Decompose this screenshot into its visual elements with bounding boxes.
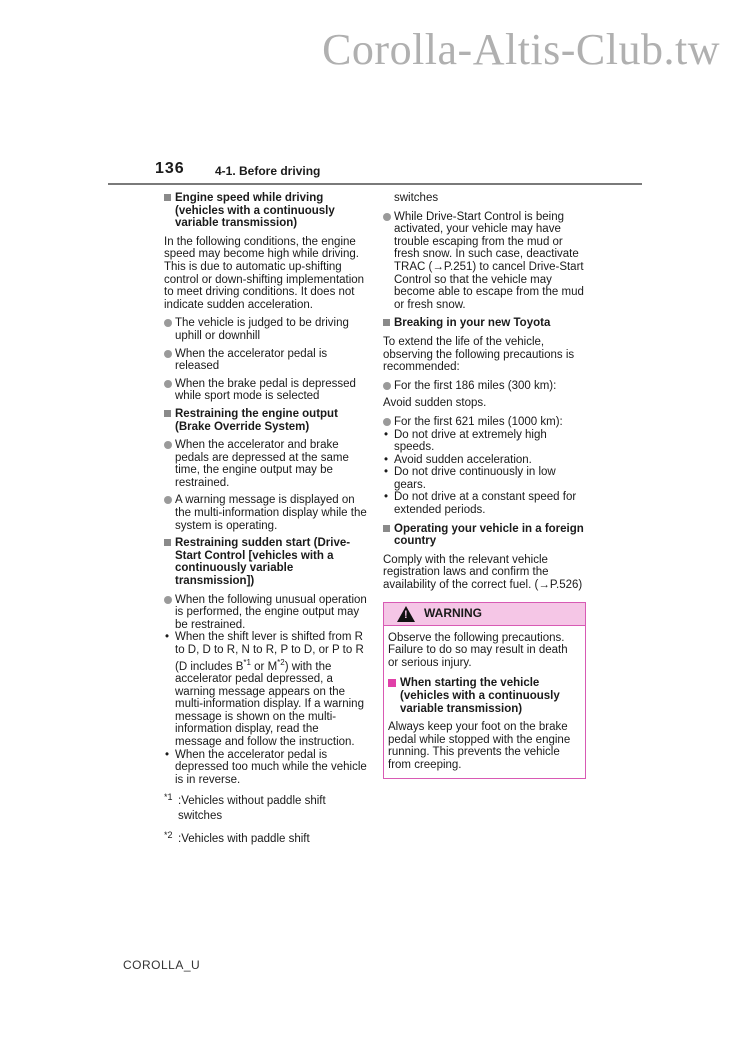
footnote-mark: *2 (277, 657, 285, 667)
heading-breaking-in: Breaking in your new Toyota (383, 317, 586, 330)
footnote-text: :Vehicles without paddle shift switches (178, 795, 326, 823)
warning-text: Failure to do so may result in death or serious injury. (388, 644, 568, 669)
section-title: 4-1. Before driving (215, 164, 321, 178)
paragraph: To extend the life of the vehicle, observing the following precautions is recommended: (383, 335, 575, 374)
dot-item: While Drive-Start Control is being activated, your vehicle may have trouble escaping from the mud or fresh snow. In such case, deactivate TRAC (→P.251) to cancel Drive-Start Control so that the vehicle may become able to escape from the mud or fresh snow. (383, 211, 586, 312)
dot-item: For the first 621 miles (1000 km): (383, 416, 586, 429)
bullet-item (164, 631, 368, 748)
left-column (164, 192, 368, 847)
warning-box (383, 602, 586, 779)
warning-triangle-icon: ! (397, 606, 415, 622)
footnote-mark: *1 (243, 657, 251, 667)
bullet-text: When the shift lever is shifted from R to D, D to R, N to R, P to D, or P to R (D includes B (175, 631, 364, 673)
paragraph: In the following conditions, the engine speed may become high while driving. This is due to automatic up-shifting control or down-shifting implementation to meet driving conditions. It does not indicate sudden acceleration. (164, 235, 365, 311)
footnote-text: :Vehicles with paddle shift (178, 833, 310, 846)
dot-item: When the accelerator pedal is released (164, 348, 368, 373)
heading-engine-speed: Engine speed while driving (vehicles with a continuously variable transmission) (164, 192, 368, 230)
bullet-text: ) with the accelerator pedal depressed, a warning message appears on the multi-information display. If a warning message is shown on the multi-information display, read the message and follow the instruction. (175, 660, 364, 748)
dot-item: When the brake pedal is depressed while sport mode is selected (164, 378, 368, 403)
watermark: Corolla-Altis-Club.tw (322, 25, 720, 74)
paragraph: Comply with the relevant vehicle registration laws and confirm the availability of the correct fuel. (→P.526) (383, 553, 583, 592)
bullet-item: • Do not drive continuously in low gears. (383, 466, 586, 491)
dot-item: For the first 186 miles (300 km): (383, 380, 586, 393)
warning-subheading: When starting the vehicle (vehicles with a continuously variable transmission) (388, 677, 581, 715)
warning-text: Always keep your foot on the brake pedal while stopped with the engine running. This prevents the vehicle from creeping. (388, 721, 571, 771)
bullet-item: • Avoid sudden acceleration. (383, 454, 586, 467)
right-column (383, 192, 586, 779)
header-rule (108, 183, 642, 185)
warning-title: WARNING (424, 605, 482, 620)
bullet-item: • Do not drive at extremely high speeds. (383, 429, 586, 454)
bullet-item: • When the accelerator pedal is depressed too much while the vehicle is in reverse. (164, 749, 368, 787)
bullet-item: • Do not drive at a constant speed for extended periods. (383, 491, 586, 516)
paragraph: Avoid sudden stops. (383, 397, 487, 410)
dot-item: When the following unusual operation is performed, the engine output may be restrained. (164, 594, 368, 632)
page-number: 136 (155, 160, 185, 177)
footnote-1 (164, 794, 368, 824)
dot-item: The vehicle is judged to be driving uphill or downhill (164, 317, 368, 342)
warning-header (384, 603, 585, 626)
warning-body (384, 626, 585, 778)
dot-item: When the accelerator and brake pedals are depressed at the same time, the engine output may be restrained. (164, 439, 368, 489)
continued-text: switches (394, 192, 439, 204)
footnote-2 (164, 832, 368, 847)
footer-code: COROLLA_U (123, 958, 201, 972)
heading-drive-start: Restraining sudden start (Drive-Start Control [vehicles with a continuously variable transmission]) (164, 537, 368, 587)
footnote-mark: *2 (164, 830, 173, 841)
page-header (155, 160, 642, 184)
dot-item: A warning message is displayed on the multi-information display while the system is operating. (164, 494, 368, 532)
heading-brake-override: Restraining the engine output (Brake Override System) (164, 408, 368, 433)
footnote-mark: *1 (164, 792, 173, 803)
heading-foreign-country: Operating your vehicle in a foreign country (383, 523, 586, 548)
bullet-text: or M (250, 660, 278, 673)
warning-text: Observe the following precautions. (388, 631, 565, 644)
